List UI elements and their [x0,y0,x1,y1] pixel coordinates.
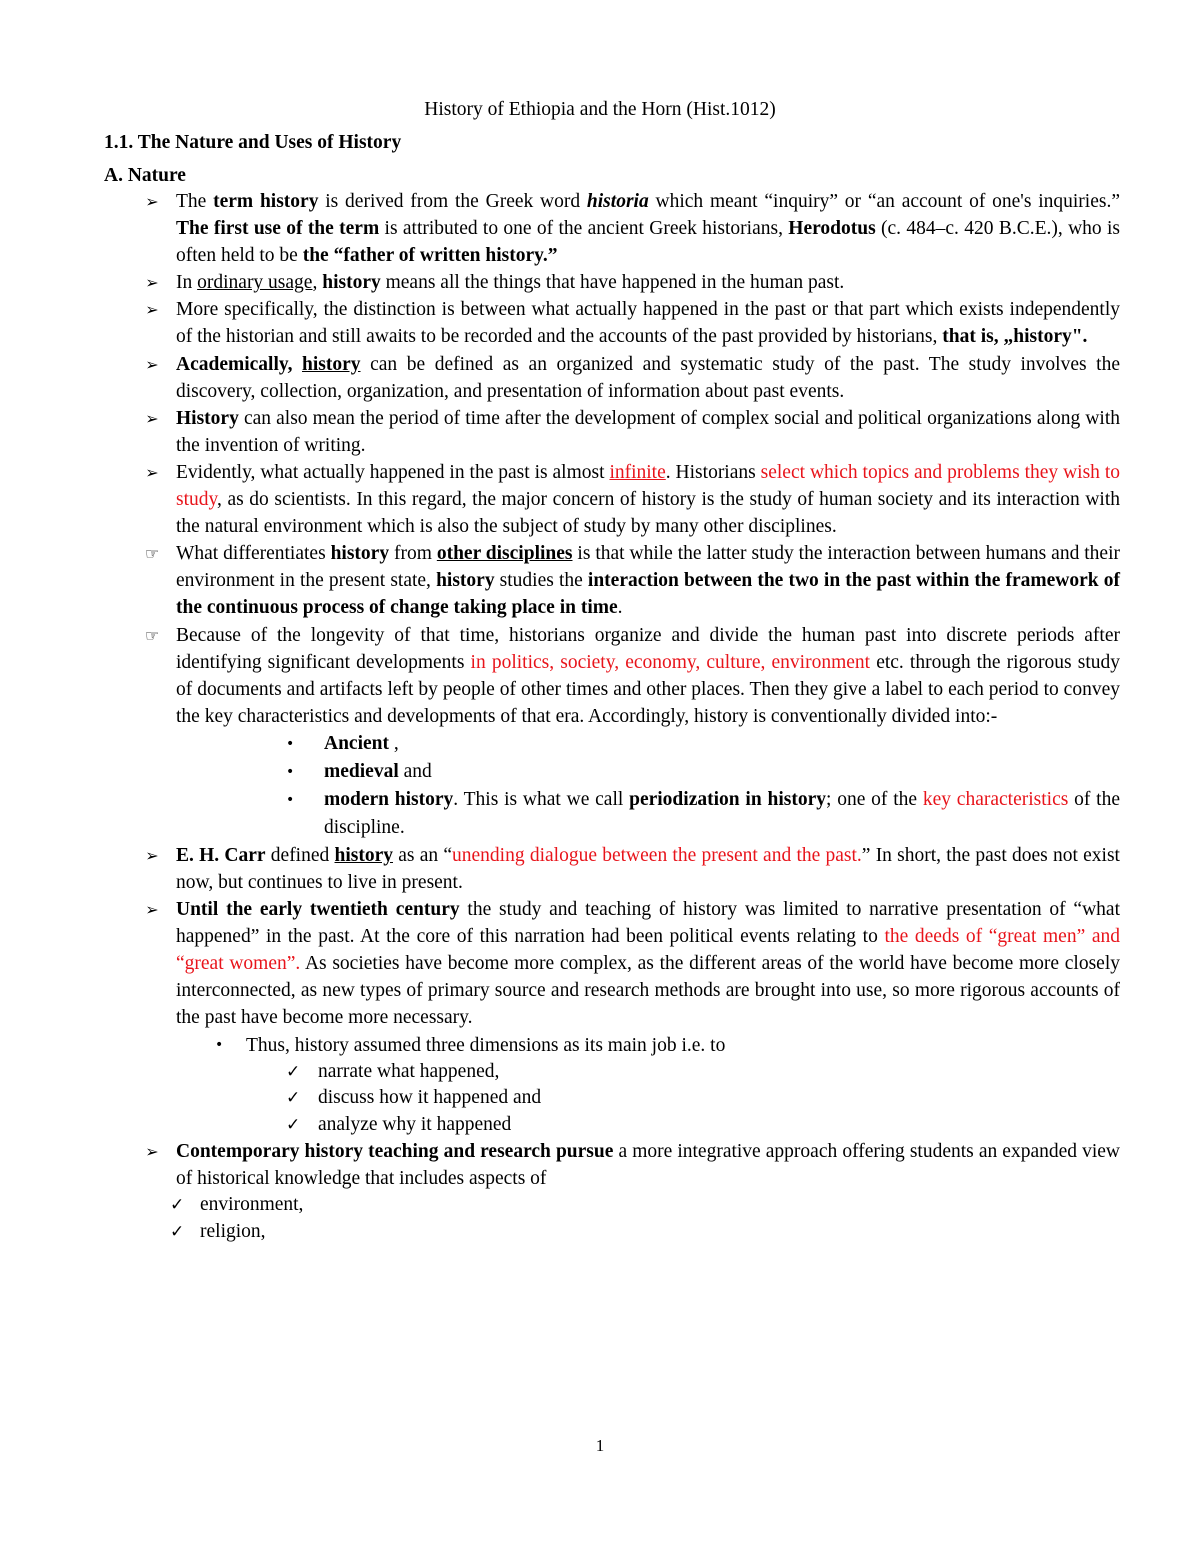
list-item-modern: • modern history. This is what we call periodization in history; one of the key characteristics of the discipline. [0,786,1200,842]
checkmark-icon: ✓ [170,1221,185,1242]
paragraph-contemporary: ➢ Contemporary history teaching and research pursue a more integrative approach offering students an expanded view of historical knowledge that includes aspects of [0,1138,1200,1192]
paragraph-differentiates: ☞ What differentiates history from other disciplines is that while the latter study the interaction between humans and their environment in the present state, history studies the interaction between the two in the past within the framework of the continuous process of change taking place in time. [0,540,1200,621]
check-item-religion: ✓ religion, [0,1219,1200,1246]
paragraph-ordinary-usage: ➢ In ordinary usage, history means all the things that have happened in the human past. [0,269,1200,296]
round-bullet-icon: • [286,791,295,808]
arrow-bullet-icon: ➢ [145,462,159,482]
arrow-bullet-icon: ➢ [145,845,159,865]
pointing-hand-icon: ☞ [144,625,160,645]
paragraph-distinction: ➢ More specifically, the distinction is between what actually happened in the past or that part which exists independently of the historian and still awaits to be recorded and the accounts of the past provided by historians, that is, „history". [0,296,1200,350]
checkmark-icon: ✓ [286,1061,301,1082]
check-item-narrate: ✓ narrate what happened, [0,1059,1200,1086]
section-heading: 1.1. The Nature and Uses of History [104,132,402,153]
page-number: 1 [595,1436,605,1455]
list-item-ancient: • Ancient , [0,730,1200,758]
paragraph-eh-carr: ➢ E. H. Carr defined history as an “unending dialogue between the present and the past.” In short, the past does not exist now, but continues to live in present. [0,842,1200,896]
paragraph-term-history: ➢ The term history is derived from the Greek word historia which meant “inquiry” or “an account of one's inquiries.” The first use of the term is attributed to one of the ancient Greek historians, Herodotus (c. 484–c. 420 B.C.E.), who is often held to be the “father of written history.” [0,188,1200,269]
arrow-bullet-icon: ➢ [145,900,159,920]
document-body [0,188,1200,1245]
document-title: History of Ethiopia and the Horn (Hist.1012) [424,99,776,120]
paragraph-evidently: ➢ Evidently, what actually happened in the past is almost infinite. Historians select which topics and problems they wish to study, as do scientists. In this regard, the major concern of history is the study of human society and its interaction with the natural environment which is also the subject of study by many other disciplines. [0,459,1200,540]
check-item-discuss: ✓ discuss how it happened and [0,1085,1200,1112]
arrow-bullet-icon: ➢ [145,273,159,293]
paragraph-until-twentieth-century: ➢ Until the early twentieth century the study and teaching of history was limited to narrative presentation of “what happened” in the past. At the core of this narration had been political events relating to the deeds of “great men” and “great women”. As societies have become more complex, as the different areas of the world have become more closely interconnected, as new types of primary source and research methods are brought into use, so more rigorous accounts of the past have become more necessary. [0,896,1200,1031]
list-item-medieval: • medieval and [0,758,1200,786]
arrow-bullet-icon: ➢ [145,300,159,320]
checkmark-icon: ✓ [170,1195,185,1216]
paragraph-academically: ➢ Academically, history can be defined as an organized and systematic study of the past. The study involves the discovery, collection, organization, and presentation of information about past events. [0,351,1200,405]
check-item-analyze: ✓ analyze why it happened [0,1112,1200,1139]
arrow-bullet-icon: ➢ [145,192,159,211]
paragraph-period-of-time: ➢ History can also mean the period of time after the development of complex social and political organizations along with the invention of writing. [0,405,1200,459]
checkmark-icon: ✓ [286,1088,301,1109]
arrow-bullet-icon: ➢ [145,408,159,428]
arrow-bullet-icon: ➢ [145,354,159,374]
check-item-environment: ✓ environment, [0,1192,1200,1219]
round-bullet-icon: • [215,1036,224,1053]
subsection-heading: A. Nature [104,165,186,186]
arrow-bullet-icon: ➢ [145,1142,159,1162]
checkmark-icon: ✓ [286,1114,301,1135]
pointing-hand-icon: ☞ [144,544,160,564]
paragraph-longevity: ☞ Because of the longevity of that time, historians organize and divide the human past into discrete periods after identifying significant developments in politics, society, economy, culture, environment etc. through the rigorous study of documents and artifacts left by people of other times and other places. Then they give a label to each period to convey the key characteristics and developments of that era. Accordingly, history is conventionally divided into:- [0,622,1200,730]
round-bullet-icon: • [286,763,295,780]
round-bullet-icon: • [286,735,295,752]
list-item-three-dimensions: • Thus, history assumed three dimensions as its main job i.e. to [0,1032,1200,1059]
